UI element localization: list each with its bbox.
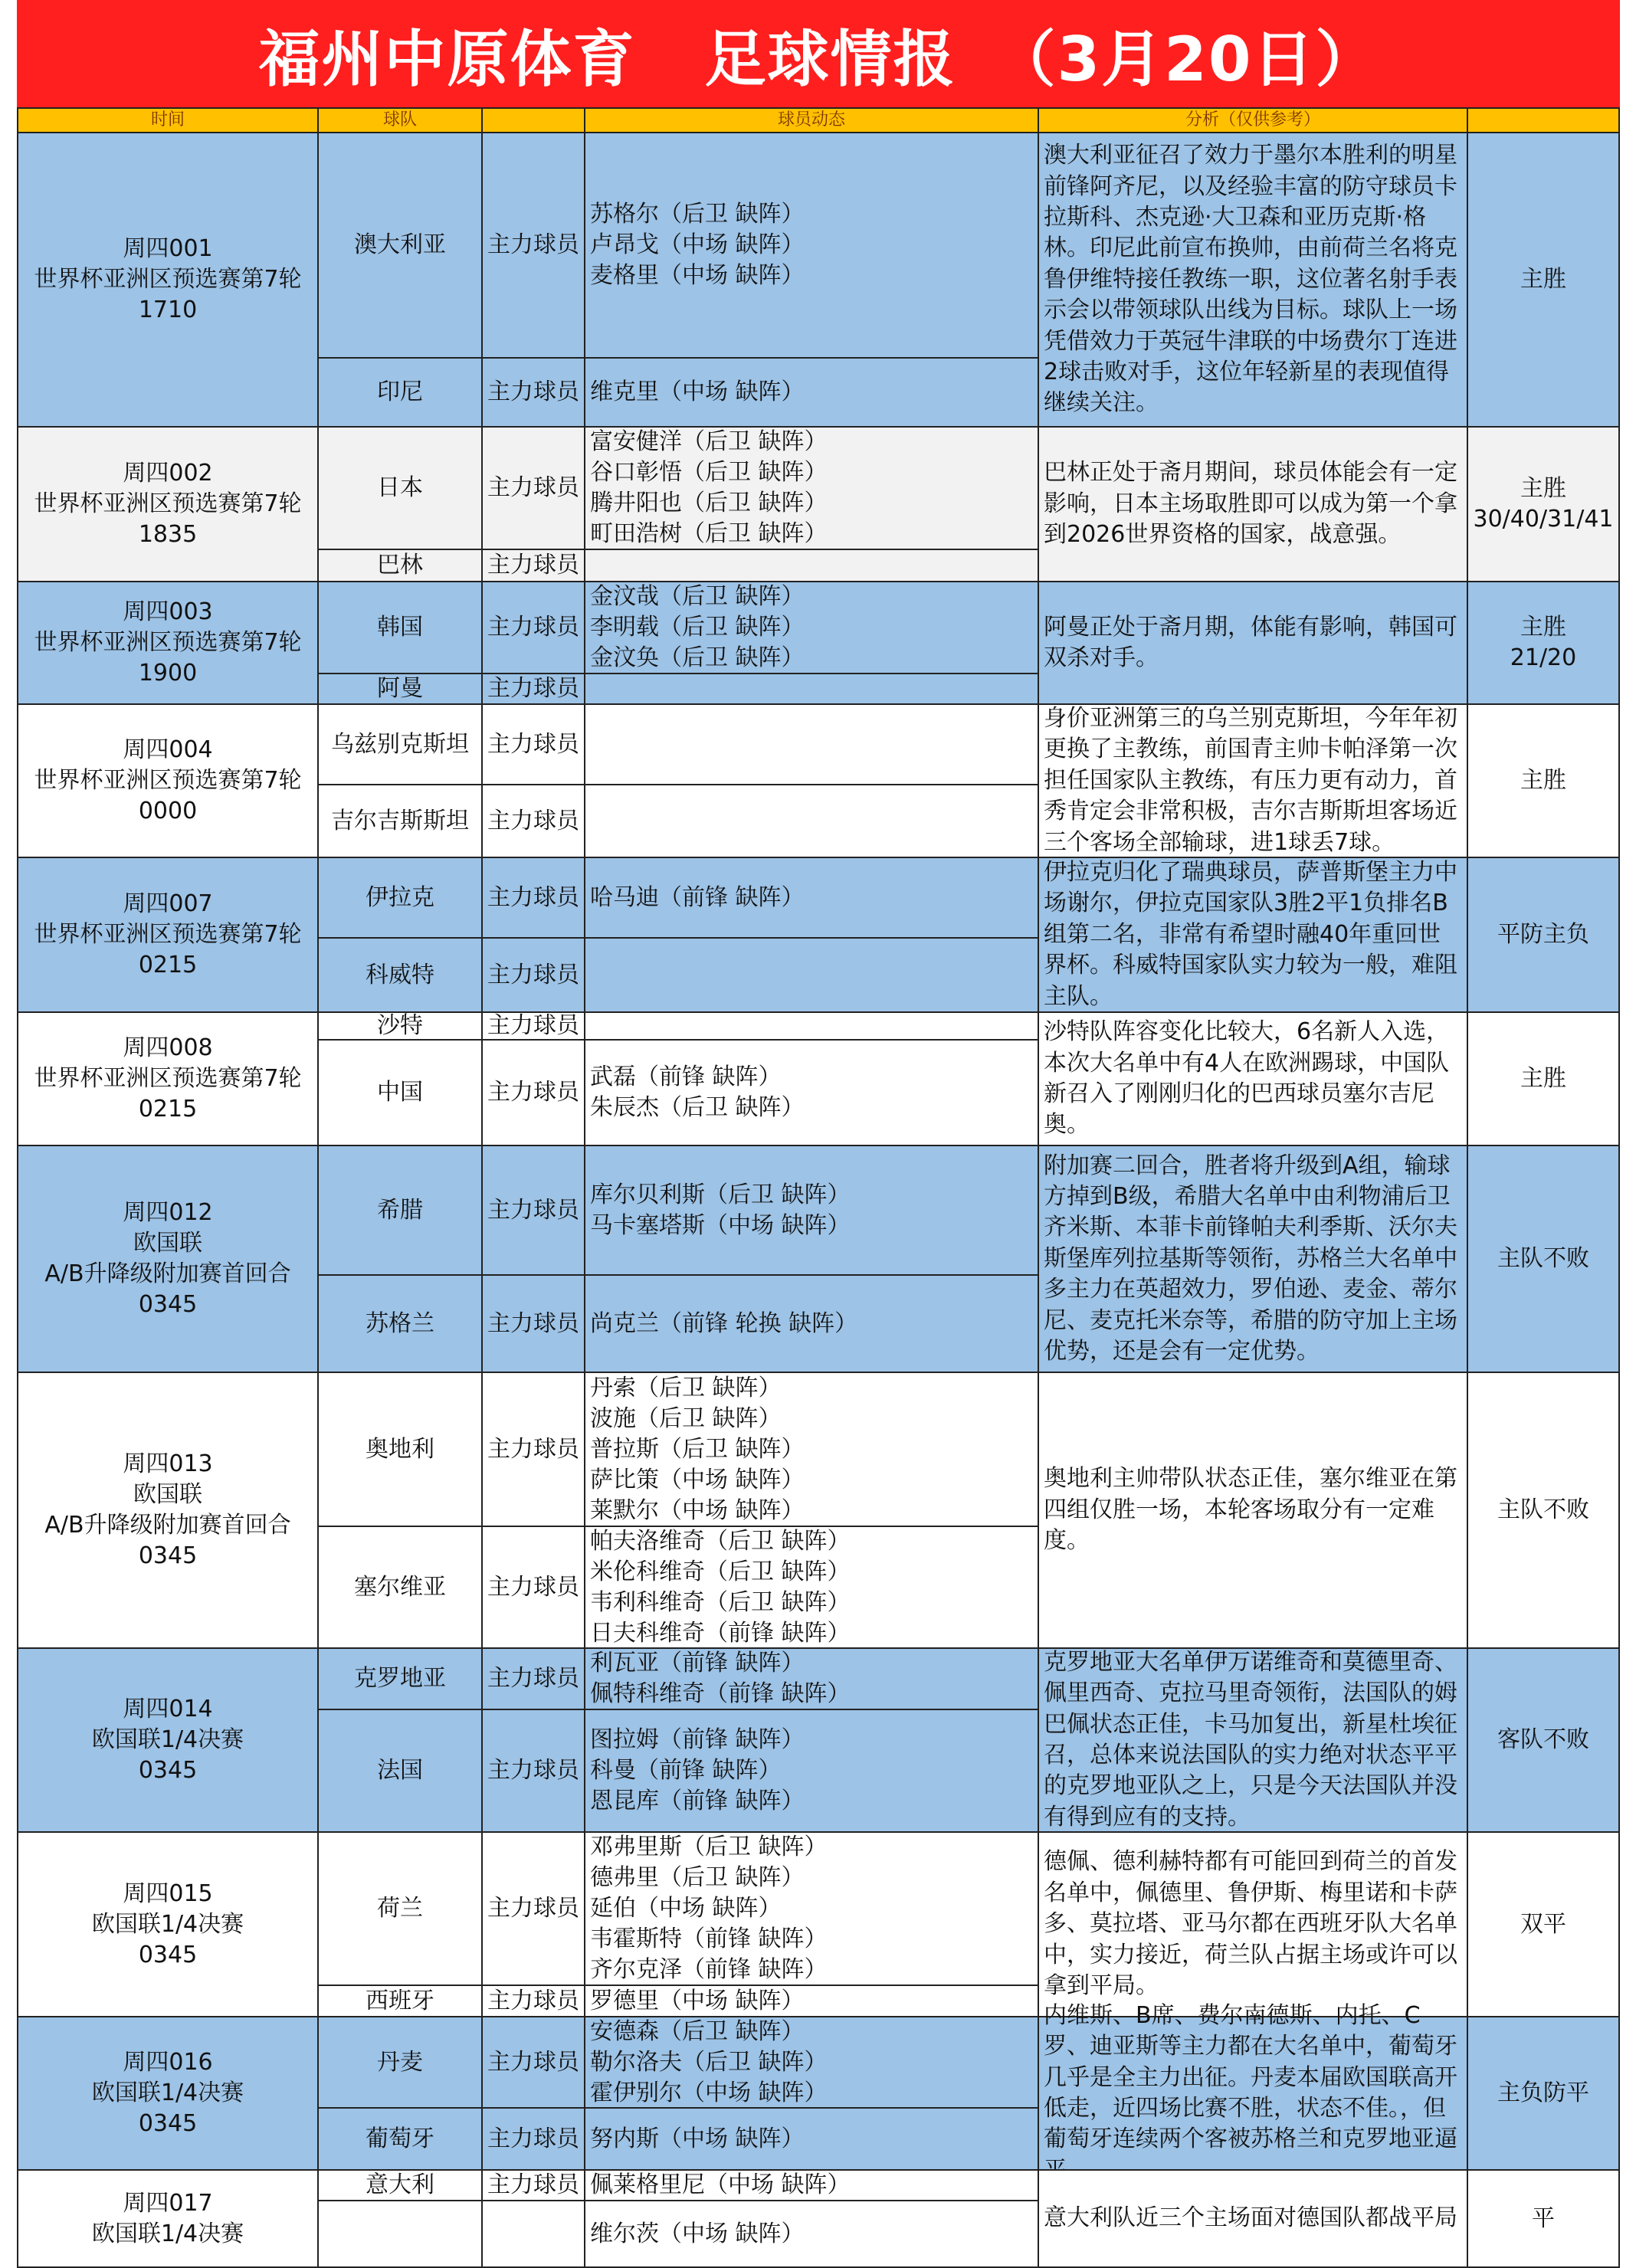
- player-status: 安德森（后卫 缺阵）: [590, 2017, 805, 2045]
- player-status: 腾井阳也（后卫 缺阵）: [590, 490, 828, 516]
- pick-text: 主队不败: [1497, 1496, 1589, 1523]
- pick-text: 双平: [1520, 1910, 1566, 1938]
- player-status: 武磊（前锋 缺阵）: [590, 1064, 782, 1090]
- player-role-cell: [481, 132, 585, 359]
- player-status: 德弗里（后卫 缺阵）: [590, 1864, 805, 1891]
- team-name-cell: [317, 1011, 483, 1041]
- player-status: 普拉斯（后卫 缺阵）: [590, 1435, 805, 1463]
- player-status: 萨比策（中场 缺阵）: [590, 1466, 805, 1493]
- player-status: 库尔贝利斯（后卫 缺阵）: [590, 1181, 851, 1208]
- pick-text: 主负防平: [1497, 2080, 1589, 2106]
- player-status: 李明载（后卫 缺阵）: [590, 614, 805, 641]
- team-name: 意大利: [366, 2171, 434, 2198]
- player-status: 利瓦亚（前锋 缺阵）: [590, 1650, 805, 1676]
- pick-cell: [1467, 132, 1620, 428]
- team-name: 塞尔维亚: [354, 1573, 446, 1601]
- player-news-cell: [584, 1526, 1039, 1649]
- match-time-cell: [17, 132, 319, 428]
- player-news-cell: [584, 1145, 1039, 1276]
- match-time-cell: [17, 426, 319, 582]
- player-status: 罗德里（中场 缺阵）: [590, 1987, 805, 2014]
- player-role: 主力球员: [487, 1987, 579, 2014]
- analysis-cell: [1038, 1011, 1468, 1146]
- analysis-cell: [1038, 1372, 1468, 1649]
- player-news-cell: [584, 703, 1039, 785]
- header-team: 球队: [317, 107, 483, 133]
- team-name-cell: [317, 1831, 483, 1986]
- match-time-line: 1900: [138, 660, 198, 687]
- player-role: 主力球员: [487, 2048, 579, 2076]
- analysis-text: 克罗地亚大名单伊万诺维奇和莫德里奇、佩里西奇、克拉马里奇领衔，法国队的姆巴佩状态正佳，卡马加复出，新星杜埃征召，总体来说法国队的实力绝对状态平平的克罗地亚队之上，只是今天法国队并没有得到应有的支持。: [1044, 1648, 1457, 1830]
- page-title: [17, 0, 1620, 107]
- team-name-cell: [317, 357, 483, 428]
- player-status: 麦格里（中场 缺阵）: [590, 262, 805, 289]
- player-role-cell: [481, 1709, 585, 1833]
- player-role: 主力球员: [487, 231, 579, 258]
- analysis-cell: [1038, 2169, 1468, 2268]
- player-role: 主力球员: [487, 807, 579, 834]
- team-name-cell: [317, 2200, 483, 2268]
- pick-text: 平: [1532, 2204, 1555, 2232]
- match-time-cell: [17, 1831, 319, 2017]
- player-role: 主力球员: [487, 883, 579, 911]
- match-time-cell: [17, 1145, 319, 1373]
- match-time-line: 周四007: [123, 890, 213, 917]
- player-role-cell: [481, 2107, 585, 2171]
- match-time-line: 世界杯亚洲区预选赛第7轮: [34, 1065, 302, 1092]
- team-name-cell: [317, 132, 483, 359]
- title-org: 福州中原体育: [258, 23, 636, 95]
- analysis-text: 内维斯、B席、费尔南德斯、内托、C罗、迪亚斯等主力都在大名单中，葡萄牙几乎是全主力出征。丹麦本届欧国联高开低走，近四场比赛不胜，状态不佳。，但葡萄牙连续两个客被苏格兰和克罗地亚逼: [1044, 2001, 1457, 2153]
- match-time-cell: [17, 1372, 319, 1649]
- team-name: 中国: [377, 1079, 423, 1106]
- player-status: 帕夫洛维奇（后卫 缺阵）: [590, 1527, 851, 1555]
- player-status: 图拉姆（前锋 缺阵）: [590, 1726, 805, 1753]
- header-analysis: 分析（仅供参考）: [1038, 107, 1468, 133]
- player-role: 主力球员: [487, 1895, 579, 1922]
- analysis-text: 附加赛二回合，胜者将升级到A组，输球方掉到B级，希腊大名单中由利物浦后卫齐米斯、本菲卡前锋帕夫利季斯、沃尔夫斯堡库列拉基斯等领衔，苏格兰大名单中多主力在英超效力，罗伯逊、麦金、蒂尔尼、麦克托米奈等，希腊的防守加上主场优势，还是会有一定优势。: [1044, 1152, 1457, 1365]
- match-time-line: 周四016: [123, 2049, 213, 2076]
- player-role: 主力球员: [487, 379, 579, 405]
- match-time-line: 0345: [138, 1542, 198, 1569]
- pick-text: 主胜: [1520, 266, 1566, 293]
- match-time-line: 周四012: [123, 1199, 213, 1226]
- team-name-cell: [317, 857, 483, 939]
- team-name: 葡萄牙: [366, 2125, 434, 2152]
- team-name-cell: [317, 426, 483, 550]
- match-time-cell: [17, 2169, 319, 2268]
- player-role-cell: [481, 426, 585, 550]
- player-status: 尚克兰（前锋 轮换 缺阵）: [590, 1309, 858, 1337]
- player-role: 主力球员: [487, 1079, 579, 1106]
- player-news-cell: [584, 1831, 1039, 1986]
- player-status: 金汶奂（后卫 缺阵）: [590, 644, 805, 671]
- team-name-cell: [317, 1984, 483, 2017]
- player-news-cell: [584, 857, 1039, 939]
- analysis-text: 伊拉克归化了瑞典球员，萨普斯堡主力中场谢尔，伊拉克国家队3胜2平1负排名B组第二名，非常有希望时融40年重回世界杯。科威特国家队实力较为一般，难阻主队。: [1044, 858, 1457, 1010]
- player-news-cell: [584, 1372, 1039, 1527]
- analysis-cell: [1038, 132, 1468, 428]
- player-role-cell: [481, 784, 585, 858]
- player-role-cell: [481, 1984, 585, 2017]
- team-name: 法国: [377, 1757, 423, 1784]
- player-role-cell: [481, 1039, 585, 1146]
- player-status: 哈马迪（前锋 缺阵）: [590, 883, 805, 911]
- team-name-cell: [317, 784, 483, 858]
- analysis-text: 澳大利亚征召了效力于墨尔本胜利的明星前锋阿齐尼，以及经验丰富的防守球员卡拉斯科、杰克逊·大卫森和亚历克斯·格林。印尼此前宣布换帅，由前荷兰名将克鲁伊维特接任教练一职，这位著名射手表示会以带领球队出线为目标。球队上一场凭借效力于英冠牛津联的中场费尔丁连进2球击败对手，这位年轻新星的表现值得继续关注。: [1044, 142, 1457, 417]
- player-status: 延伯（中场 缺阵）: [590, 1895, 782, 1922]
- player-status: 恩昆库（前锋 缺阵）: [590, 1788, 805, 1814]
- match-time-line: 欧国联1/4决赛: [91, 1726, 244, 1753]
- player-role-cell: [481, 1145, 585, 1276]
- player-status: 日夫科维奇（前锋 缺阵）: [590, 1619, 851, 1647]
- match-time-line: 周四014: [123, 1696, 213, 1722]
- header-player-news: 球员动态: [584, 107, 1039, 133]
- team-name: 希腊: [377, 1196, 423, 1224]
- title-date: （3月20日）: [994, 23, 1379, 95]
- team-name: 巴林: [377, 552, 423, 578]
- team-name: 科威特: [366, 961, 434, 988]
- player-status: 朱辰杰（后卫 缺阵）: [590, 1094, 805, 1121]
- match-time-line: 0215: [138, 1096, 198, 1123]
- match-time-line: 0345: [138, 2110, 198, 2137]
- player-status: 谷口彰悟（后卫 缺阵）: [590, 459, 828, 486]
- match-time-cell: [17, 581, 319, 705]
- pick-text: 主胜: [1520, 614, 1566, 641]
- analysis-cell: [1038, 857, 1468, 1013]
- player-news-cell: [584, 2107, 1039, 2171]
- player-status: 米伦科维奇（后卫 缺阵）: [590, 1558, 851, 1585]
- match-time-line: 世界杯亚洲区预选赛第7轮: [34, 490, 302, 517]
- match-time-line: 周四015: [123, 1880, 213, 1907]
- player-status: 町田浩树（后卫 缺阵）: [590, 520, 828, 547]
- player-news-cell: [584, 2200, 1039, 2268]
- player-status: 丹索（后卫 缺阵）: [590, 1374, 782, 1401]
- player-role-cell: [481, 2200, 585, 2268]
- player-role-cell: [481, 1526, 585, 1649]
- analysis-cell: [1038, 2001, 1468, 2171]
- player-role-cell: [481, 1011, 585, 1041]
- player-news-cell: [584, 2016, 1039, 2109]
- player-status: 邓弗里斯（后卫 缺阵）: [590, 1834, 828, 1860]
- player-role-cell: [481, 857, 585, 939]
- pick-text: 客队不败: [1497, 1726, 1589, 1753]
- player-status: 金汶哉（后卫 缺阵）: [590, 583, 805, 610]
- player-status: 维克里（中场 缺阵）: [590, 379, 805, 405]
- player-role-cell: [481, 1274, 585, 1373]
- player-status: 韦霍斯特（前锋 缺阵）: [590, 1926, 828, 1952]
- pick-cell: [1467, 1831, 1620, 2017]
- player-role: 主力球员: [487, 730, 579, 758]
- player-role-cell: [481, 673, 585, 705]
- match-time-line: 周四017: [123, 2189, 213, 2217]
- team-name: 荷兰: [377, 1895, 423, 1922]
- match-time-line: 欧国联1/4决赛: [91, 1910, 244, 1938]
- player-role-cell: [481, 2169, 585, 2201]
- pick-cell: [1467, 2016, 1620, 2171]
- analysis-cell: [1038, 426, 1468, 582]
- pick-cell: [1467, 426, 1620, 582]
- pick-text: 主胜: [1520, 475, 1566, 502]
- pick-text: 21/20: [1510, 644, 1577, 671]
- player-news-cell: [584, 1274, 1039, 1373]
- player-status: 马卡塞塔斯（中场 缺阵）: [590, 1211, 851, 1239]
- team-name-cell: [317, 673, 483, 705]
- player-status: 莱默尔（中场 缺阵）: [590, 1496, 805, 1524]
- player-role-cell: [481, 937, 585, 1013]
- team-name: 奥地利: [366, 1435, 434, 1463]
- match-time-cell: [17, 1647, 319, 1833]
- match-time-line: 0345: [138, 1941, 198, 1968]
- match-time-line: A/B升降级附加赛首回合: [44, 1260, 291, 1287]
- team-name: 阿曼: [377, 675, 423, 702]
- match-time-cell: [17, 703, 319, 858]
- player-role: 主力球员: [487, 1757, 579, 1784]
- match-time-line: 欧国联: [133, 1230, 202, 1257]
- player-role-cell: [481, 581, 585, 674]
- player-role: 主力球员: [487, 614, 579, 641]
- team-name: 克罗地亚: [354, 1665, 446, 1692]
- player-role: 主力球员: [487, 1196, 579, 1224]
- team-name: 印尼: [377, 379, 423, 405]
- team-name: 澳大利亚: [354, 231, 446, 258]
- match-time-line: 欧国联1/4决赛: [91, 2220, 244, 2247]
- analysis-cell: [1038, 1647, 1468, 1833]
- team-name-cell: [317, 2169, 483, 2201]
- team-name: 吉尔吉斯斯坦: [331, 807, 469, 834]
- player-status: 佩特科维奇（前锋 缺阵）: [590, 1680, 851, 1707]
- player-status: 韦利科维奇（后卫 缺阵）: [590, 1588, 851, 1616]
- match-time-line: A/B升降级附加赛首回合: [44, 1512, 291, 1539]
- player-role: 主力球员: [487, 1573, 579, 1601]
- pick-cell: [1467, 1372, 1620, 1649]
- player-news-cell: [584, 1647, 1039, 1710]
- match-time-line: 欧国联: [133, 1481, 202, 1508]
- match-time-line: 周四002: [123, 460, 213, 487]
- team-name-cell: [317, 1274, 483, 1373]
- match-time-line: 周四008: [123, 1034, 213, 1061]
- player-news-cell: [584, 581, 1039, 674]
- match-time-line: 世界杯亚洲区预选赛第7轮: [34, 921, 302, 948]
- player-role-cell: [481, 1647, 585, 1710]
- player-news-cell: [584, 2169, 1039, 2201]
- match-time-line: 世界杯亚洲区预选赛第7轮: [34, 767, 302, 794]
- pick-cell: [1467, 2169, 1620, 2268]
- player-news-cell: [584, 132, 1039, 359]
- player-role: 主力球员: [487, 2125, 579, 2152]
- player-news-cell: [584, 1984, 1039, 2017]
- player-role: 主力球员: [487, 1665, 579, 1692]
- pick-cell: [1467, 581, 1620, 705]
- player-role-cell: [481, 357, 585, 428]
- match-time-line: 0000: [138, 798, 198, 824]
- team-name: 西班牙: [366, 1987, 434, 2014]
- pick-text: 主队不败: [1497, 1245, 1589, 1272]
- team-name-cell: [317, 1372, 483, 1527]
- player-role-cell: [481, 703, 585, 785]
- team-name-cell: [317, 1145, 483, 1276]
- player-status: 齐尔克泽（前锋 缺阵）: [590, 1956, 828, 1983]
- team-name-cell: [317, 1526, 483, 1649]
- match-time-line: 1835: [138, 521, 198, 548]
- player-role: 主力球员: [487, 552, 579, 578]
- analysis-text: 巴林正处于斋月期间，球员体能会有一定影响，日本主场取胜即可以成为第一个拿到2026世界资格的国家，战意强。: [1044, 459, 1457, 549]
- player-status: 科曼（前锋 缺阵）: [590, 1757, 782, 1784]
- team-name: 日本: [377, 474, 423, 501]
- analysis-text: 德佩、德利赫特都有可能回到荷兰的首发名单中，佩德里、鲁伊斯、梅里诺和卡萨多、莫拉塔、亚马尔都在西班牙队大名单中，实力接近，荷兰队占据主场或许可以拿到平局。: [1044, 1848, 1457, 2000]
- analysis-text: 阿曼正处于斋月期，体能有影响，韩国可双杀对手。: [1044, 613, 1457, 671]
- team-name-cell: [317, 1039, 483, 1146]
- player-role: 主力球员: [487, 2171, 579, 2198]
- player-news-cell: [584, 937, 1039, 1013]
- player-status: 佩莱格里尼（中场 缺阵）: [590, 2171, 851, 2198]
- pick-cell: [1467, 1647, 1620, 1833]
- player-status: 苏格尔（后卫 缺阵）: [590, 201, 805, 228]
- team-name: 沙特: [377, 1012, 423, 1039]
- team-name: 苏格兰: [366, 1309, 434, 1337]
- player-news-cell: [584, 1039, 1039, 1146]
- pick-cell: [1467, 703, 1620, 858]
- analysis-cell: [1038, 581, 1468, 705]
- player-news-cell: [584, 1709, 1039, 1833]
- player-status: 霍伊别尔（中场 缺阵）: [590, 2079, 828, 2106]
- match-time-line: 0345: [138, 1757, 198, 1784]
- analysis-text: 沙特队阵容变化比较大，6名新人入选，本次大名单中有4人在欧洲踢球，中国队新召入了刚刚归化的巴西球员塞尔吉尼奥。: [1044, 1018, 1450, 1139]
- match-time-line: 0345: [138, 1291, 198, 1318]
- player-status: 努内斯（中场 缺阵）: [590, 2125, 805, 2152]
- pick-cell: [1467, 857, 1620, 1013]
- team-name-cell: [317, 1647, 483, 1710]
- player-status: 波施（后卫 缺阵）: [590, 1404, 782, 1432]
- match-time-line: 欧国联1/4决赛: [91, 2080, 244, 2106]
- pick-text: 平防主负: [1497, 921, 1589, 948]
- team-name-cell: [317, 2016, 483, 2109]
- player-status: 勒尔洛夫（后卫 缺阵）: [590, 2048, 828, 2076]
- match-time-line: 0215: [138, 952, 198, 978]
- player-role-cell: [481, 549, 585, 582]
- match-time-line: 周四003: [123, 598, 213, 625]
- player-news-cell: [584, 426, 1039, 550]
- player-news-cell: [584, 1011, 1039, 1041]
- analysis-text: 奥地利主帅带队状态正佳，塞尔维亚在第四组仅胜一场，本轮客场取分有一定难度。: [1044, 1465, 1457, 1555]
- team-name: 伊拉克: [366, 883, 434, 911]
- player-role-cell: [481, 2016, 585, 2109]
- player-role-cell: [481, 1831, 585, 1986]
- team-name-cell: [317, 703, 483, 785]
- team-name-cell: [317, 937, 483, 1013]
- player-role: 主力球员: [487, 1309, 579, 1337]
- team-name-cell: [317, 549, 483, 582]
- pick-cell: [1467, 1011, 1620, 1146]
- match-time-line: 周四004: [123, 736, 213, 763]
- player-role: 主力球员: [487, 1012, 579, 1039]
- player-role: 主力球员: [487, 1435, 579, 1463]
- team-name-cell: [317, 2107, 483, 2171]
- team-name: 乌兹别克斯坦: [331, 730, 469, 758]
- player-role: 主力球员: [487, 474, 579, 501]
- player-news-cell: [584, 357, 1039, 428]
- title-subject: 足球情报: [704, 23, 956, 95]
- team-name-cell: [317, 581, 483, 674]
- match-time-line: 世界杯亚洲区预选赛第7轮: [34, 629, 302, 656]
- match-time-line: 1710: [138, 297, 198, 323]
- player-news-cell: [584, 549, 1039, 582]
- header-pick: [1467, 107, 1620, 133]
- match-time-line: 世界杯亚洲区预选赛第7轮: [34, 266, 302, 293]
- player-role-cell: [481, 1372, 585, 1527]
- analysis-text: 身价亚洲第三的乌兰别克斯坦，今年年初更换了主教练，前国青主帅卡帕泽第一次担任国家队主教练，有压力更有动力，首秀肯定会非常积极，吉尔吉斯斯坦客场近三个客场全部输球，进1球丢7球。: [1044, 704, 1457, 856]
- match-time-cell: [17, 857, 319, 1013]
- header-time: 时间: [17, 107, 319, 133]
- pick-text: 主胜: [1520, 767, 1566, 794]
- team-name: 丹麦: [377, 2048, 423, 2076]
- team-name: 韩国: [377, 614, 423, 641]
- player-role: 主力球员: [487, 675, 579, 702]
- player-status: 富安健洋（后卫 缺阵）: [590, 428, 828, 455]
- header-role: [481, 107, 585, 133]
- analysis-cell: [1038, 1831, 1468, 2017]
- player-news-cell: [584, 673, 1039, 705]
- player-role: 主力球员: [487, 961, 579, 988]
- player-status: 卢昂戈（中场 缺阵）: [590, 231, 805, 258]
- pick-text: 30/40/31/41: [1473, 506, 1614, 533]
- pick-cell: [1467, 1145, 1620, 1373]
- analysis-cell: [1038, 703, 1468, 858]
- player-news-cell: [584, 784, 1039, 858]
- match-time-line: 周四013: [123, 1450, 213, 1477]
- match-time-line: 周四001: [123, 235, 213, 262]
- match-time-cell: [17, 1011, 319, 1146]
- analysis-cell: [1038, 1145, 1468, 1373]
- team-name-cell: [317, 1709, 483, 1833]
- match-time-cell: [17, 2016, 319, 2171]
- player-status: 维尔茨（中场 缺阵）: [590, 2220, 805, 2247]
- analysis-text: 意大利队近三个主场面对德国队都战平局: [1044, 2204, 1457, 2232]
- pick-text: 主胜: [1520, 1065, 1566, 1092]
